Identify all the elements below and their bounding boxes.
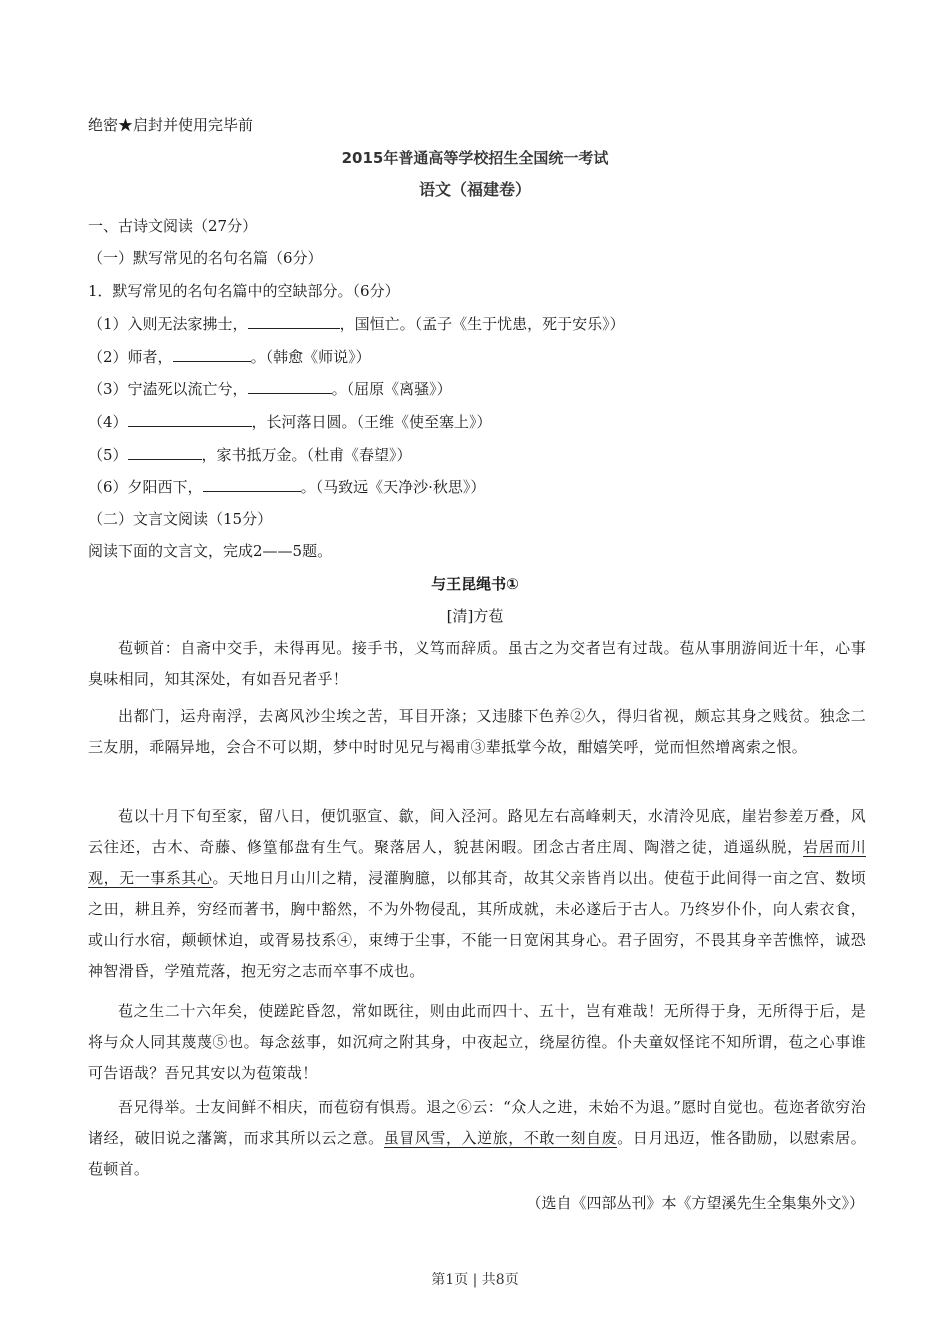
confidential-label: 绝密★启封并使用完毕前 [88,116,254,134]
paragraph-text: 吾兄得举。士友间鲜不相庆，而苞窃有惧焉。退之⑥云：“众人之进，未始不为退。”愿时自觉也。苞迩者欲穷治诸经，破旧说之藩篱，而求其所以云之意。 [88,1098,866,1147]
item-text-after: 。（屈原《离骚》） [331,380,452,398]
answer-blank[interactable] [248,313,340,329]
item-number: （5） [88,446,128,464]
article-paragraph-2: 出都门，运舟南浮，去离风沙尘埃之苦，耳目开涤；又违膝下色养②久，得归省视，颇忘其身之贱贫。独念二三友朋，乖隔异地，会合不可以期，梦中时时见兄与褐甫③辈抵掌今故，酣嬉笑呼，觉而怛然增离索之恨。 [88,707,866,756]
article-paragraph-5 [88,1092,866,1185]
item-number: （4） [88,413,128,431]
item-text-before: 宁溘死以流亡兮， [127,380,248,398]
fill-item-1 [88,313,625,334]
question1-stem: 1．默写常见的名句名篇中的空缺部分。（6分） [88,282,400,300]
item-number: （2） [88,348,128,366]
paragraph-text: 。天地日月山川之精，浸灌胸臆，以郁其奇，故其父亲皆肖以出。使苞于此间得一亩之宫、数顷之田，耕且养，穷经而著书，胸中豁然，不为外物侵乱，其所成就，未必遂后于古人。乃终岁仆仆，向人索衣食，或山行水宿，颠顿怵迫，或胥易技系④，束缚于尘事，不能一日宽闲其身心。君子固穷，不畏其身辛苦憔悴，诚恐神智滑昏，学殖荒落，抱无穷之志而卒事不成也。 [88,869,866,980]
answer-blank[interactable] [203,476,301,492]
fill-item-5 [88,444,412,465]
item-text-after: ，长河落日圆。（王维《使至塞上》） [251,413,492,431]
article-paragraph-4: 苞之生二十六年矣，使蹉跎昏忽，常如既往，则由此而四十、五十，岂有难哉！无所得于身，无所得于后，是将与众人同其蔑蔑⑤也。每念兹事，如沉疴之附其身，中夜起立，绕屋彷徨。仆夫童奴怪诧不知所谓，苞之心事谁可告语哉？吾兄其安以为苞策哉！ [88,1002,866,1082]
article-source: （选自《四部丛刊》本《方望溪先生全集集外文》） [526,1194,864,1212]
fill-item-2 [88,346,371,367]
fill-item-6 [88,476,485,497]
underlined-sentence: 岩居而川观，无一事系其心 [88,838,866,887]
exam-title: 2015年普通高等学校招生全国统一考试 [341,149,609,167]
subject-title: 语文（福建卷） [418,180,531,199]
paragraph-text: 苞以十月下旬至家，留八日，便饥驱宣、歙，间入泾河。路见左右高峰刺天，水清泠见底，崖岩参差万叠，风云往还，古木、奇藤、修篁郁盘有生气。聚落居人，貌甚闲暇。团念古者庄周、陶潜之徒，逍遥纵脱， [88,807,866,856]
article-paragraph-1: 苞顿首：自斋中交手，未得再见。接手书，义笃而辞质。虽古之为交者岂有过哉。苞从事朋游间近十年，心事臭味相同，知其深处，有如吾兄者乎！ [88,639,866,688]
page-footer: 第1页 | 共8页 [431,1272,519,1288]
answer-blank[interactable] [128,444,202,460]
paragraph-text: 。日月迅迈，惟各勖励，以慰索居。苞顿首。 [88,1129,866,1178]
article-paragraph-3 [88,801,866,987]
article-title: 与王昆绳书① [431,575,519,593]
underlined-sentence: 虽冒风雪，入逆旅，不敢一刻自废 [383,1129,618,1147]
answer-blank[interactable] [173,346,251,362]
part2-instruction: 阅读下面的文言文，完成2——5题。 [88,542,333,560]
part2-title: （二）文言文阅读（15分） [88,510,273,528]
answer-blank[interactable] [128,411,252,427]
fill-item-4 [88,411,492,432]
fill-item-3 [88,378,452,399]
item-text-after: ，国恒亡。（孟子《生于忧患，死于安乐》） [339,315,625,333]
item-number: （6） [88,478,128,496]
item-number: （3） [88,380,128,398]
item-text-after: 。（韩愈《师说》） [250,348,371,366]
article-author: [清]方苞 [446,607,504,625]
item-number: （1） [88,315,128,333]
section-title: 一、古诗文阅读（27分） [88,217,258,235]
part1-title: （一）默写常见的名句名篇（6分） [88,249,323,267]
item-text-after: ，家书抵万金。（杜甫《春望》） [201,446,412,464]
item-text-before: 夕阳西下， [127,478,203,496]
item-text-after: 。（马致远《天净沙·秋思》） [300,478,486,496]
item-text-before: 入则无法家拂士， [127,315,248,333]
item-text-before: 师者， [127,348,173,366]
answer-blank[interactable] [248,378,332,394]
